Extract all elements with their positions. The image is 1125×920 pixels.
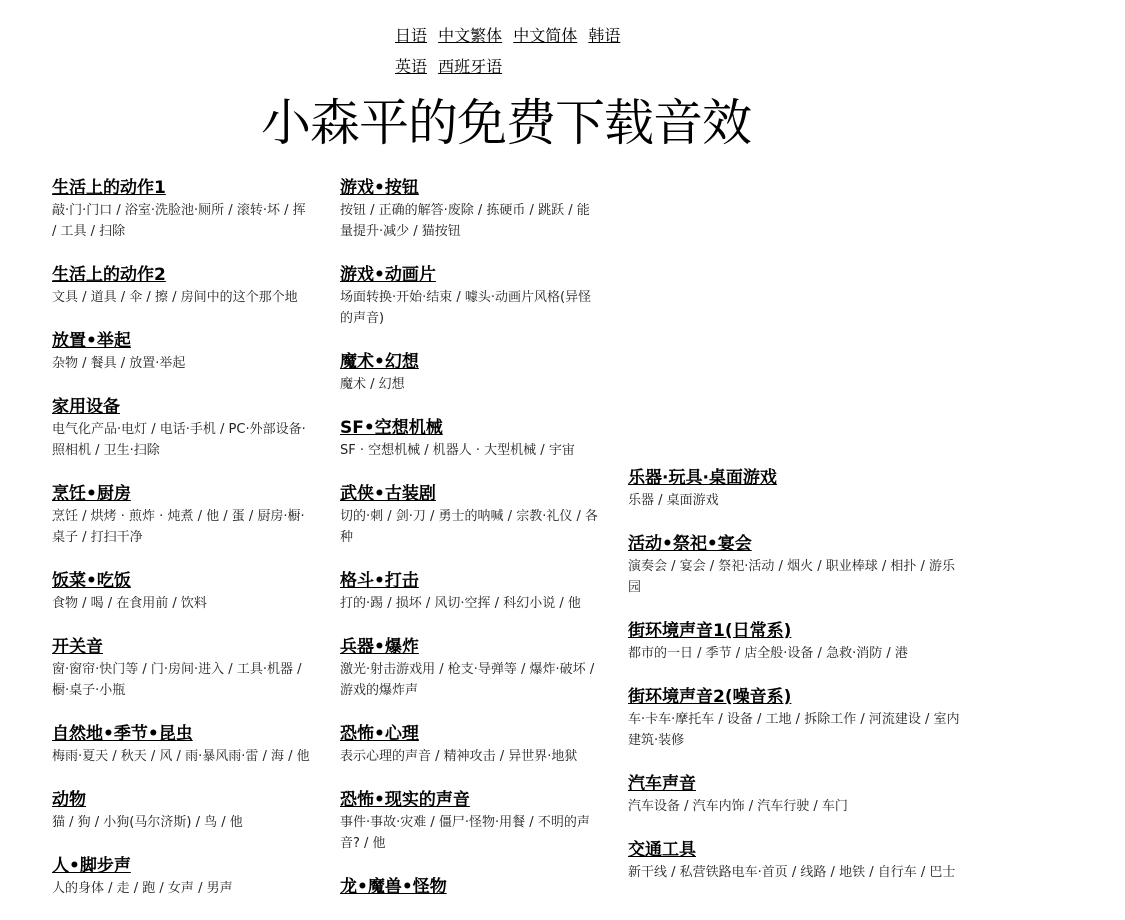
category-block bbox=[628, 466, 964, 511]
category-subitems: 演奏会 / 宴会 / 祭祀·活动 / 烟火 / 职业棒球 / 相扑 / 游乐园 bbox=[628, 559, 955, 595]
category-subitems: 食物 / 喝 / 在食用前 / 饮料 bbox=[52, 596, 207, 611]
category-subitems: 切的·刺 / 剑·刀 / 勇士的呐喊 / 宗教·礼仪 / 各种 bbox=[340, 509, 598, 545]
category-column-2 bbox=[340, 176, 602, 920]
category-title-link[interactable]: 武侠•古装剧 bbox=[340, 484, 436, 504]
category-subitems: 乐器 / 桌面游戏 bbox=[628, 493, 719, 508]
category-block bbox=[52, 482, 314, 548]
category-block bbox=[52, 263, 314, 308]
category-block bbox=[340, 569, 602, 614]
category-title-link[interactable]: 乐器·玩具·桌面游戏 bbox=[628, 468, 777, 488]
category-title-link[interactable]: 人•脚步声 bbox=[52, 856, 131, 876]
category-title-link[interactable]: 格斗•打击 bbox=[340, 571, 419, 591]
category-column-3 bbox=[628, 466, 964, 904]
category-title-link[interactable]: 兵器•爆炸 bbox=[340, 637, 419, 657]
category-subitems: 敲·门·门口 / 浴室·洗脸池·厕所 / 滚转·坏 / 挥 / 工具 / 扫除 bbox=[52, 203, 306, 239]
category-subitems: 激光·射击游戏用 / 枪支·导弹等 / 爆炸·破坏 / 游戏的爆炸声 bbox=[340, 662, 595, 698]
category-subitems: 汽车设备 / 汽车内饰 / 汽车行驶 / 车门 bbox=[628, 799, 848, 814]
category-block bbox=[52, 176, 314, 242]
category-block bbox=[52, 635, 314, 701]
category-subitems: 场面转换·开始·结束 / 噱头·动画片风格(异怪的声音) bbox=[340, 290, 592, 326]
category-block bbox=[340, 263, 602, 329]
category-title-link[interactable]: 放置•举起 bbox=[52, 331, 131, 351]
category-title-link[interactable]: 街环境声音2(噪音系) bbox=[628, 687, 792, 707]
category-subitems: 猫 / 狗 / 小狗(马尔济斯) / 鸟 / 他 bbox=[52, 815, 243, 830]
category-block bbox=[52, 569, 314, 614]
language-row-2 bbox=[395, 51, 626, 82]
category-subitems: 按钮 / 正确的解答·废除 / 拣硬币 / 跳跃 / 能量提升·减少 / 猫按钮 bbox=[340, 203, 590, 239]
category-subitems: 事件·事故·灾难 / 僵尸·怪物·用餐 / 不明的声音? / 他 bbox=[340, 815, 590, 851]
category-subitems: 魔术 / 幻想 bbox=[340, 377, 405, 392]
category-title-link[interactable]: 龙•魔兽•怪物 bbox=[340, 877, 447, 897]
category-block bbox=[340, 416, 602, 461]
lang-link-japanese[interactable]: 日语 bbox=[395, 26, 428, 45]
category-title-link[interactable]: 恐怖•现实的声音 bbox=[340, 790, 470, 810]
category-subitems: 窗·窗帘·快门等 / 门·房间·进入 / 工具·机器 / 橱·桌子·小瓶 bbox=[52, 662, 302, 698]
category-subitems: 车·卡车·摩托车 / 设备 / 工地 / 拆除工作 / 河流建设 / 室内建筑·装修 bbox=[628, 712, 960, 748]
lang-link-simplified-chinese[interactable]: 中文简体 bbox=[513, 26, 578, 45]
category-subitems: 都市的一日 / 季节 / 店全般·设备 / 急救·消防 / 港 bbox=[628, 646, 908, 661]
category-block bbox=[628, 685, 964, 751]
category-title-link[interactable]: 生活上的动作2 bbox=[52, 265, 166, 285]
category-title-link[interactable]: 烹饪•厨房 bbox=[52, 484, 131, 504]
category-title-link[interactable]: 恐怖•心理 bbox=[340, 724, 419, 744]
category-block bbox=[340, 176, 602, 242]
category-block bbox=[628, 772, 964, 817]
lang-link-korean[interactable]: 韩语 bbox=[588, 26, 621, 45]
category-title-link[interactable]: 饭菜•吃饭 bbox=[52, 571, 131, 591]
lang-link-spanish[interactable]: 西班牙语 bbox=[438, 57, 503, 76]
category-title-link[interactable]: 活动•祭祀•宴会 bbox=[628, 534, 752, 554]
language-nav bbox=[395, 20, 626, 82]
category-title-link[interactable]: 汽车声音 bbox=[628, 774, 696, 794]
category-title-link[interactable]: 游戏•按钮 bbox=[340, 178, 419, 198]
category-block bbox=[52, 722, 314, 767]
category-block bbox=[340, 788, 602, 854]
category-block bbox=[628, 532, 964, 598]
category-subitems: 杂物 / 餐具 / 放置·举起 bbox=[52, 356, 186, 371]
category-title-link[interactable]: SF•空想机械 bbox=[340, 418, 443, 438]
category-subitems: 新干线 / 私营铁路电车·首页 / 线路 / 地铁 / 自行车 / 巴士 bbox=[628, 865, 956, 880]
lang-link-english[interactable]: 英语 bbox=[395, 57, 428, 76]
category-block bbox=[340, 722, 602, 767]
category-title-link[interactable]: 魔术•幻想 bbox=[340, 352, 419, 372]
category-subitems: 梅雨·夏天 / 秋天 / 风 / 雨·暴风雨·雷 / 海 / 他 bbox=[52, 749, 310, 764]
category-block bbox=[52, 329, 314, 374]
category-subitems: SF · 空想机械 / 机器人 · 大型机械 / 宇宙 bbox=[340, 443, 575, 458]
lang-link-traditional-chinese[interactable]: 中文繁体 bbox=[438, 26, 503, 45]
category-block bbox=[52, 788, 314, 833]
category-block bbox=[340, 635, 602, 701]
page-title: 小森平的免费下载音效 bbox=[261, 94, 751, 152]
language-row-1 bbox=[395, 20, 626, 51]
category-title-link[interactable]: 自然地•季节•昆虫 bbox=[52, 724, 193, 744]
category-block bbox=[52, 395, 314, 461]
category-title-link[interactable]: 动物 bbox=[52, 790, 86, 810]
category-subitems: 打的·踢 / 损坏 / 风切·空挥 / 科幻小说 / 他 bbox=[340, 596, 581, 611]
category-block bbox=[340, 350, 602, 395]
category-title-link[interactable]: 家用设备 bbox=[52, 397, 120, 417]
category-subitems: 人的身体 / 走 / 跑 / 女声 / 男声 bbox=[52, 881, 233, 896]
category-title-link[interactable]: 开关音 bbox=[52, 637, 103, 657]
category-subitems: 电气化产品·电灯 / 电话·手机 / PC·外部设备·照相机 / 卫生·扫除 bbox=[52, 422, 306, 458]
category-title-link[interactable]: 游戏•动画片 bbox=[340, 265, 436, 285]
category-column-1 bbox=[52, 176, 314, 920]
category-subitems: 烹饪 / 烘烤 · 煎炸 · 炖煮 / 他 / 蛋 / 厨房·橱·桌子 / 打扫干净 bbox=[52, 509, 305, 545]
category-title-link[interactable]: 交通工具 bbox=[628, 840, 696, 860]
category-title-link[interactable]: 街环境声音1(日常系) bbox=[628, 621, 792, 641]
category-block bbox=[628, 619, 964, 664]
category-title-link[interactable]: 生活上的动作1 bbox=[52, 178, 166, 198]
category-block bbox=[340, 875, 602, 899]
category-subitems: 文具 / 道具 / 伞 / 擦 / 房间中的这个那个地 bbox=[52, 290, 298, 305]
category-subitems: 表示心理的声音 / 精神攻击 / 异世界·地狱 bbox=[340, 749, 578, 764]
category-block bbox=[340, 482, 602, 548]
